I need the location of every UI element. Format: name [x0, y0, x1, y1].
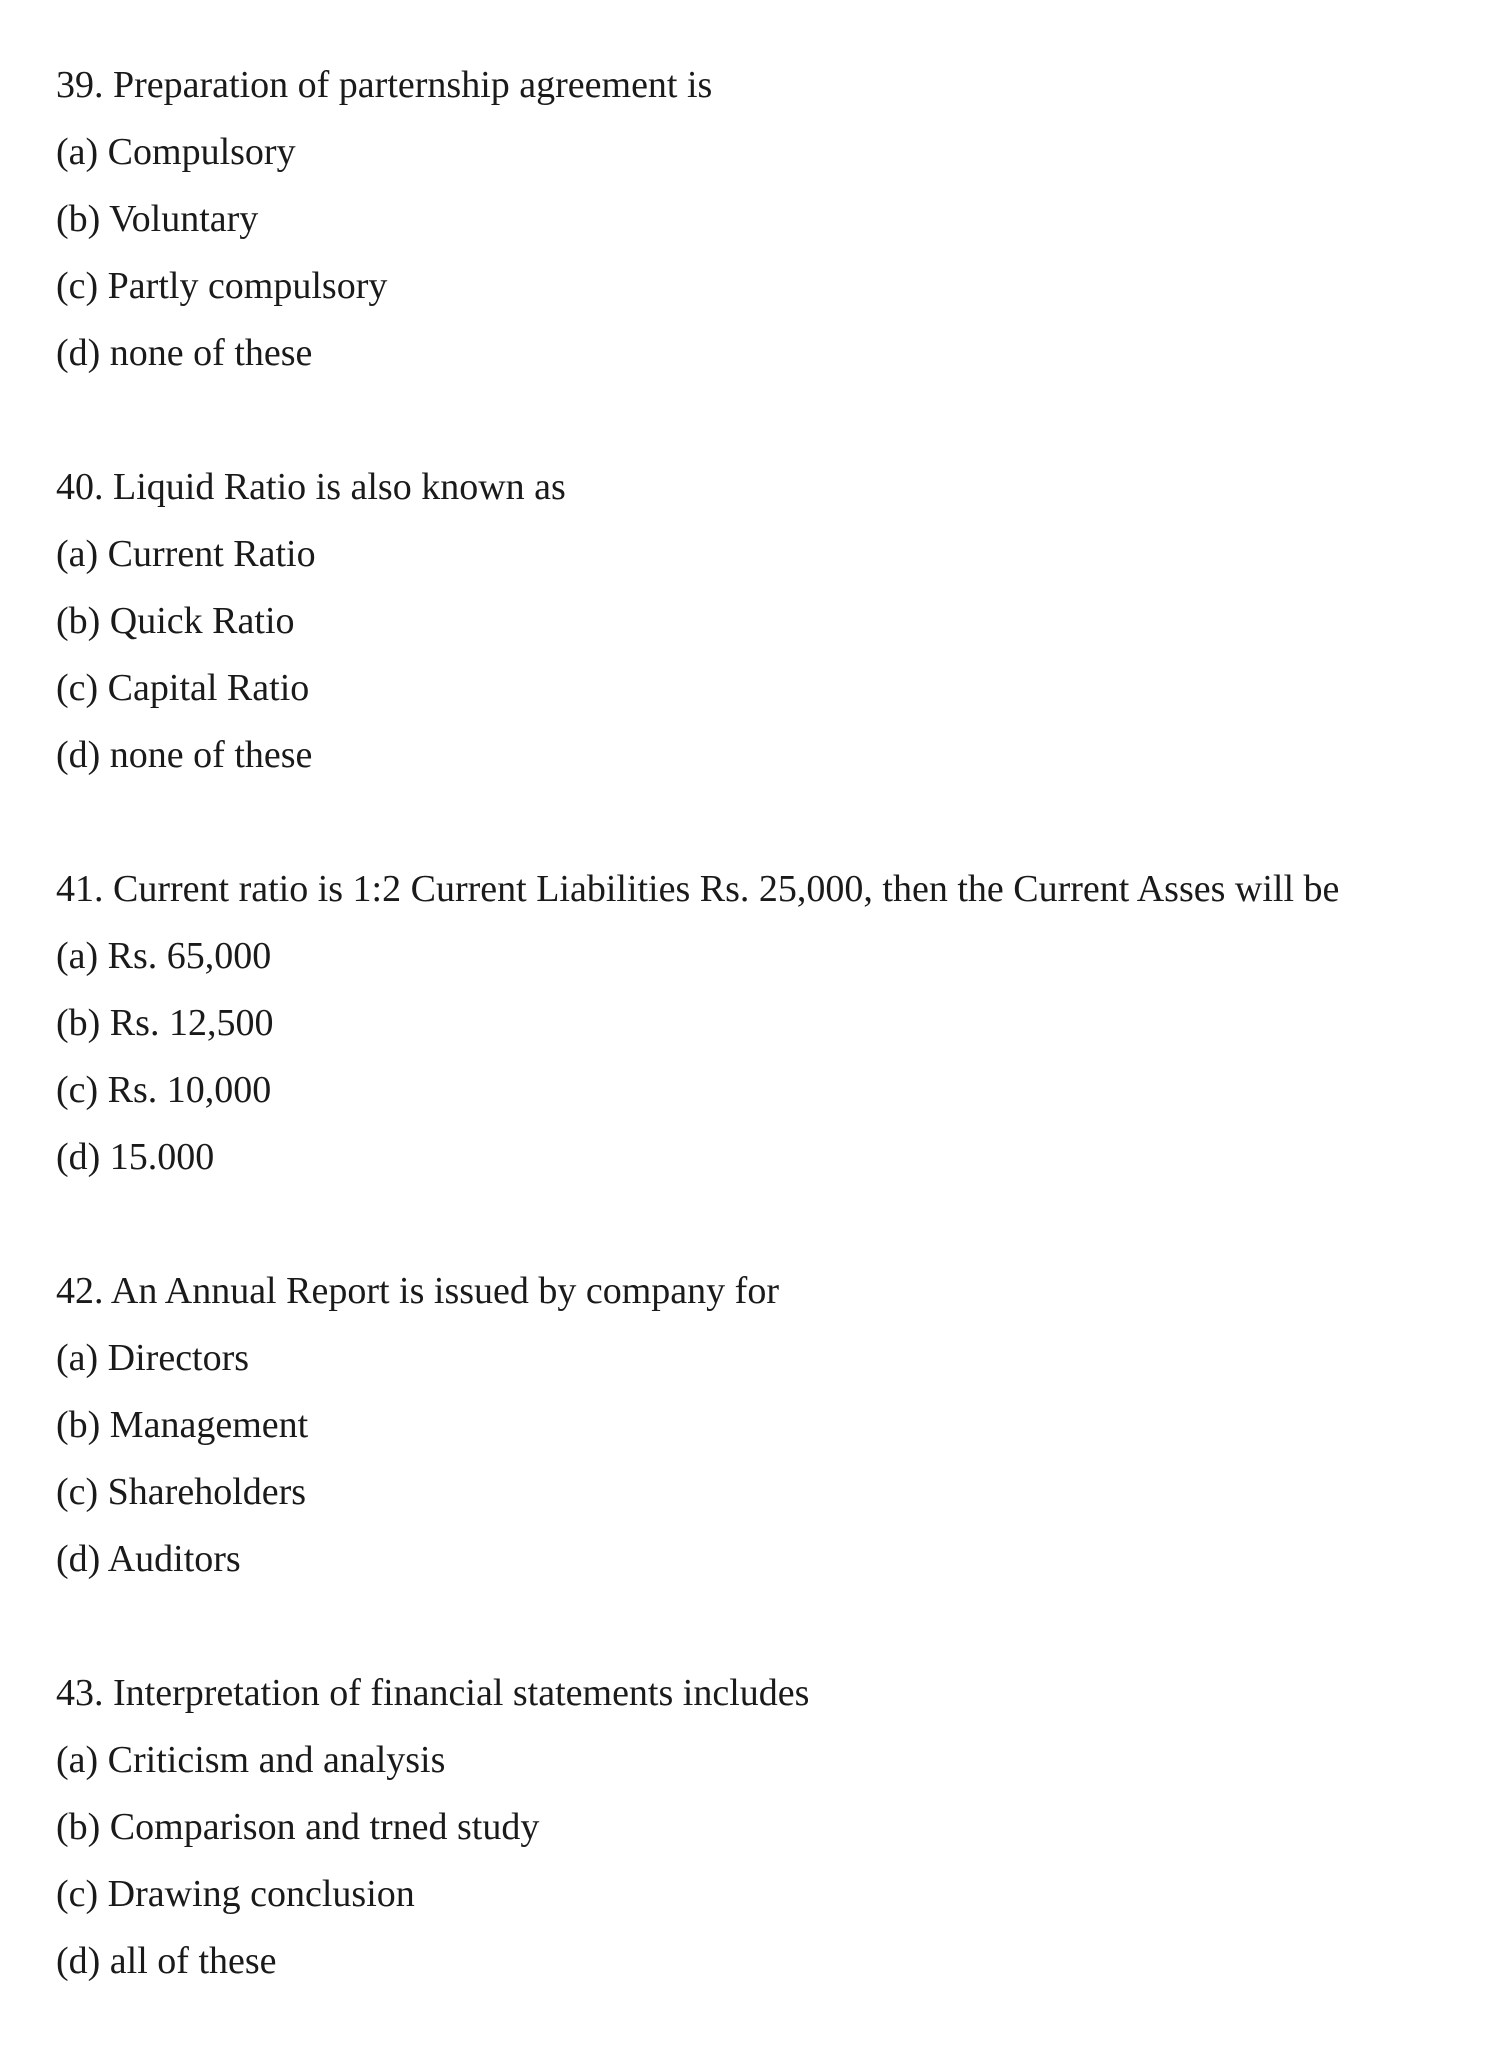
question-43 [56, 1660, 1476, 1995]
question-stem: 39. Preparation of parternship agreement is [56, 64, 713, 106]
question-stem: 42. An Annual Report is issued by company for [56, 1270, 779, 1312]
option-a: (a) Rs. 65,000 [56, 935, 272, 977]
option-d: (d) none of these [56, 332, 313, 374]
question-stem: 41. Current ratio is 1:2 Current Liabilities Rs. 25,000, then the Current Asses will be [56, 868, 1340, 910]
option-b: (b) Rs. 12,500 [56, 1002, 274, 1044]
option-d: (d) 15.000 [56, 1136, 215, 1178]
option-d: (d) all of these [56, 1940, 277, 1982]
question-stem: 43. Interpretation of financial statements includes [56, 1672, 810, 1714]
option-a: (a) Directors [56, 1337, 250, 1379]
option-b: (b) Comparison and trned study [56, 1806, 540, 1848]
question-41 [56, 856, 1476, 1191]
document-page [56, 52, 1476, 2062]
option-b: (b) Management [56, 1404, 309, 1446]
option-c: (c) Capital Ratio [56, 667, 310, 709]
option-a: (a) Criticism and analysis [56, 1739, 446, 1781]
option-d: (d) none of these [56, 734, 313, 776]
question-stem: 40. Liquid Ratio is also known as [56, 466, 566, 508]
question-42 [56, 1258, 1476, 1593]
option-c: (c) Partly compulsory [56, 265, 388, 307]
option-d: (d) Auditors [56, 1538, 241, 1580]
option-a: (a) Current Ratio [56, 533, 316, 575]
question-39 [56, 52, 1476, 387]
option-a: (a) Compulsory [56, 131, 296, 173]
option-c: (c) Rs. 10,000 [56, 1069, 272, 1111]
option-b: (b) Voluntary [56, 198, 259, 240]
option-c: (c) Drawing conclusion [56, 1873, 415, 1915]
option-c: (c) Shareholders [56, 1471, 307, 1513]
option-b: (b) Quick Ratio [56, 600, 295, 642]
question-40 [56, 454, 1476, 789]
